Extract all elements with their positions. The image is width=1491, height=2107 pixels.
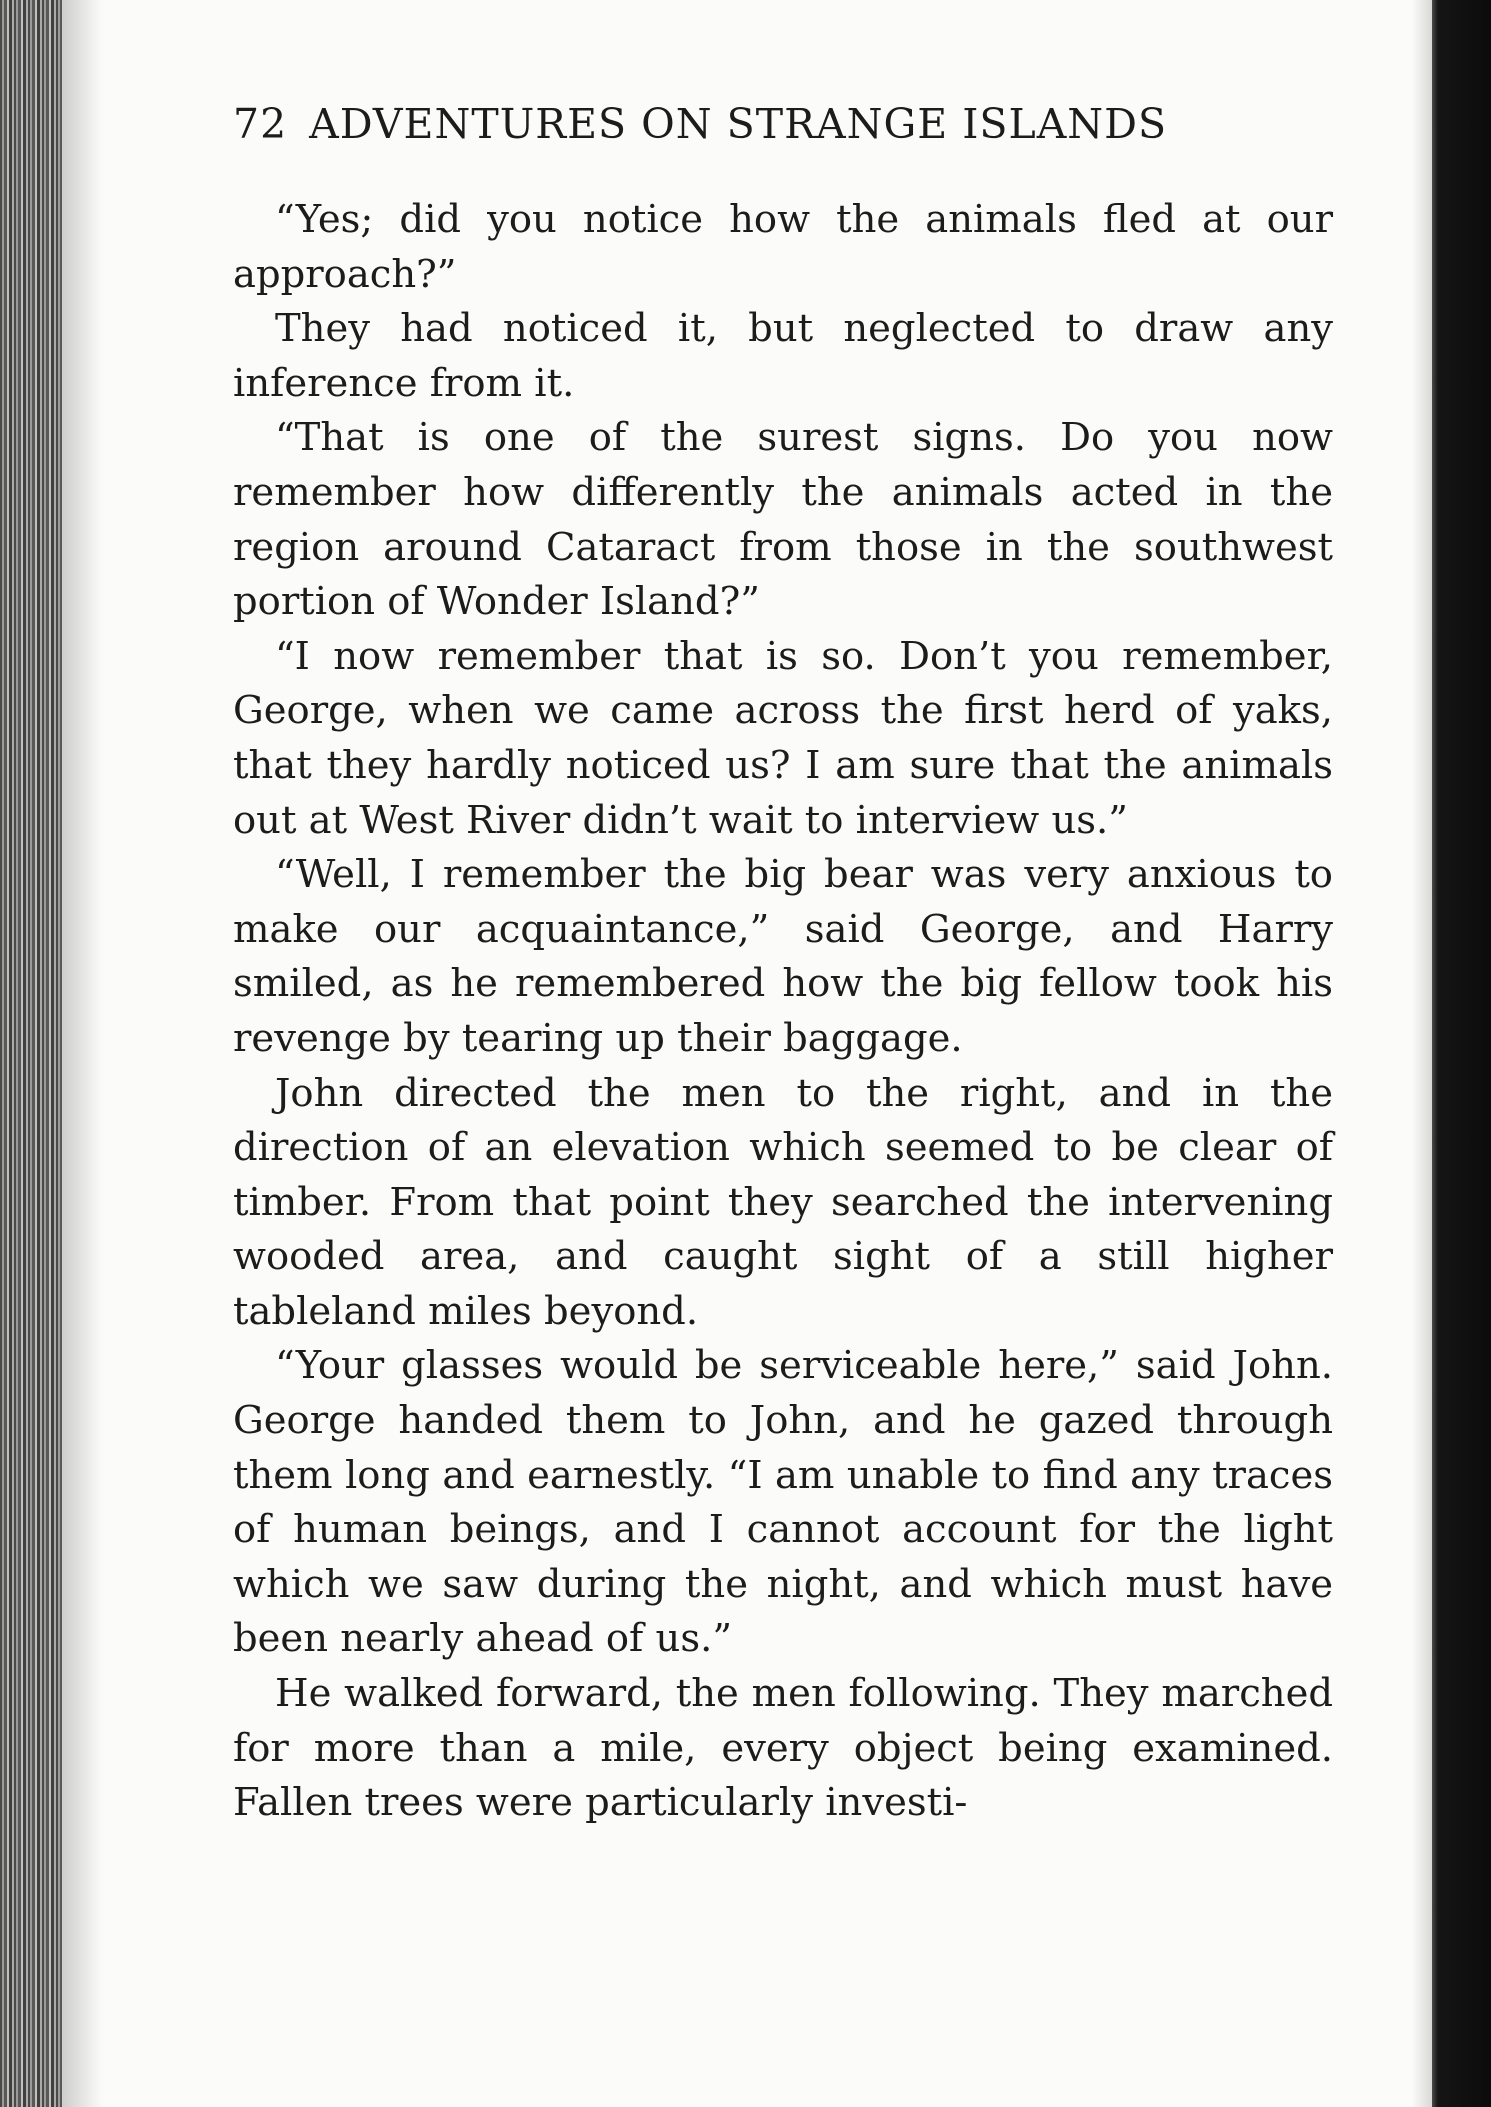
running-title: ADVENTURES ON STRANGE ISLANDS (309, 100, 1168, 148)
paragraph: “Your glasses would be serviceable here,” said John. George handed them to John, and he gazed through them long and earnestly. “I am unable to find any traces of human beings, and I cannot account for the light which we saw during the night, and which must have been nearly ahead of us.” (233, 1343, 1333, 1662)
gutter-shadow (62, 0, 102, 2107)
paragraph: “Well, I remember the big bear was very anxious to make our acquaintance,” said George, and Harry smiled, as he remembered how the big fellow took his revenge by tearing up their baggage. (233, 852, 1333, 1061)
paragraph: “That is one of the surest signs. Do you now remember how differently the animals acted in the region around Cataract from those in the southwest portion of Wonder Island?” (233, 415, 1333, 625)
running-head (233, 100, 1333, 148)
edge-shadow (1412, 0, 1432, 2107)
paragraph: He walked forward, the men following. They marched for more than a mile, every object being examined. Fallen trees were particularly investi- (233, 1671, 1333, 1826)
scanner-edge (1432, 0, 1491, 2107)
paragraph: They had noticed it, but neglected to draw any inference from it. (233, 306, 1333, 406)
paragraph: “Yes; did you notice how the animals fled at our approach?” (233, 197, 1333, 297)
paragraph: “I now remember that is so. Don’t you remember, George, when we came across the first herd of yaks, that they hardly noticed us? I am sure that the animals out at West River didn’t wait to interview us.” (233, 633, 1333, 843)
paragraph: John directed the men to the right, and in the direction of an elevation which seemed to be clear of timber. From that point they searched the intervening wooded area, and caught sight of a still higher tableland miles beyond. (233, 1070, 1333, 1334)
page-number: 72 (233, 100, 288, 148)
body-text (233, 193, 1333, 1831)
binding-gutter (0, 0, 62, 2107)
